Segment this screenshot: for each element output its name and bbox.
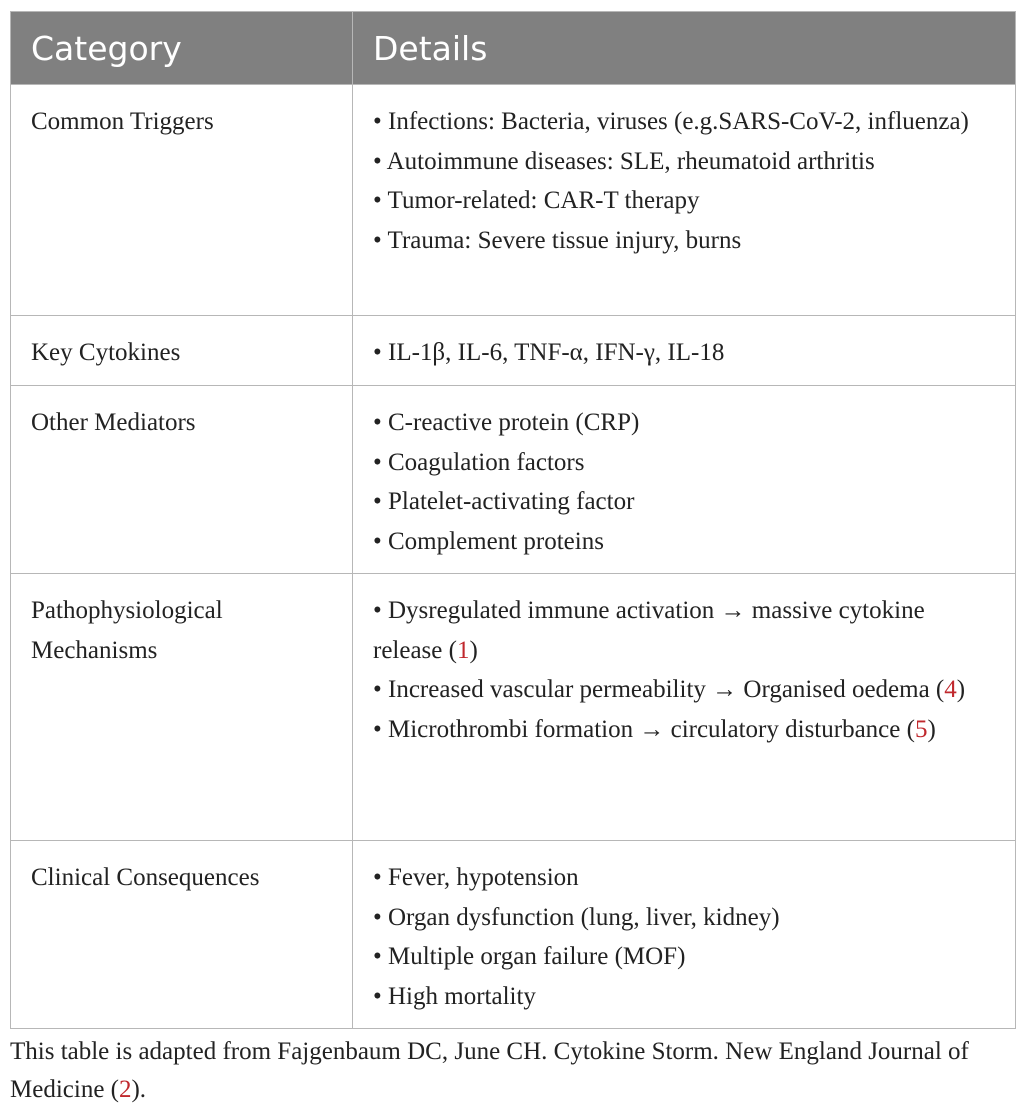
caption-reference-link[interactable]: 2: [118, 1076, 132, 1103]
category-label: Key Cytokines: [31, 339, 181, 366]
detail-text-end: ): [927, 715, 936, 743]
detail-item: [373, 977, 995, 1017]
detail-text-end: ): [469, 636, 478, 664]
category-cell: [11, 85, 353, 316]
table-row: [11, 386, 1016, 574]
detail-item: [373, 710, 995, 750]
details-cell: [353, 85, 1016, 316]
detail-text: • Trauma: Severe tissue injury, burns: [373, 226, 742, 254]
detail-item: [373, 858, 995, 898]
details-cell: [353, 316, 1016, 386]
detail-text: • Complement proteins: [373, 527, 604, 555]
detail-item: [373, 443, 995, 483]
category-cell: [11, 841, 353, 1029]
detail-text: • High mortality: [373, 982, 536, 1010]
category-label: Pathophysiological: [31, 597, 223, 624]
details-cell: [353, 841, 1016, 1029]
column-header-category: Category: [11, 12, 353, 85]
detail-text: • Autoimmune diseases: SLE, rheumatoid arthritis: [373, 147, 875, 175]
detail-text: • Dysregulated immune activation → massive cytokine release (: [373, 597, 925, 664]
category-label: Common Triggers: [31, 108, 214, 135]
detail-text: • Microthrombi formation → circulatory disturbance (: [373, 715, 915, 743]
details-cell: [353, 386, 1016, 574]
detail-text: • Coagulation factors: [373, 448, 585, 476]
reference-link[interactable]: 5: [914, 715, 928, 743]
table-header-row: [11, 12, 1016, 85]
table-row: [11, 85, 1016, 316]
category-label: Mechanisms: [31, 636, 158, 664]
detail-text: • C-reactive protein (CRP): [373, 409, 640, 436]
table-row: [11, 841, 1016, 1029]
category-cell: [11, 386, 353, 574]
detail-item: [373, 102, 995, 142]
detail-text: • IL-1β, IL-6, TNF-α, IFN-γ, IL-18: [373, 339, 725, 366]
detail-item: [373, 937, 995, 977]
detail-item: [373, 591, 995, 670]
detail-item: [373, 221, 995, 261]
category-label: Other Mediators: [31, 409, 196, 436]
table-row: [11, 316, 1016, 386]
table-body: [11, 85, 1016, 1029]
data-table-container: [10, 11, 1015, 1029]
details-cell: [353, 574, 1016, 841]
category-label: Clinical Consequences: [31, 864, 260, 891]
detail-item: [373, 181, 995, 221]
detail-text: • Platelet-activating factor: [373, 488, 635, 515]
caption-text: This table is adapted from Fajgenbaum DC, June CH. Cytokine Storm. New England Journal of Medicine (: [10, 1038, 969, 1103]
detail-text: • Fever, hypotension: [373, 864, 579, 891]
category-cell: [11, 316, 353, 386]
column-header-details: Details: [353, 12, 1016, 85]
detail-item: [373, 522, 995, 562]
detail-item: [373, 482, 995, 522]
detail-text-end: ): [956, 676, 966, 703]
detail-text: • Increased vascular permeability → Organised oedema (: [373, 676, 945, 703]
detail-item: [373, 403, 995, 443]
detail-text: • Infections: Bacteria, viruses (e.g.SARS-CoV-2, influenza): [373, 108, 969, 135]
detail-item: [373, 898, 995, 938]
detail-item: [373, 333, 995, 373]
reference-link[interactable]: 4: [944, 676, 957, 703]
reference-link[interactable]: 1: [456, 636, 470, 664]
data-table: [10, 11, 1016, 1029]
table-row: [11, 574, 1016, 841]
detail-text: • Tumor-related: CAR-T therapy: [373, 187, 700, 214]
category-cell: [11, 574, 353, 841]
table-caption: [10, 1033, 1020, 1109]
detail-text: • Organ dysfunction (lung, liver, kidney): [373, 903, 780, 931]
detail-text: • Multiple organ failure (MOF): [373, 943, 686, 970]
detail-item: [373, 670, 995, 710]
caption-text-end: ).: [131, 1076, 147, 1103]
detail-item: [373, 142, 995, 182]
